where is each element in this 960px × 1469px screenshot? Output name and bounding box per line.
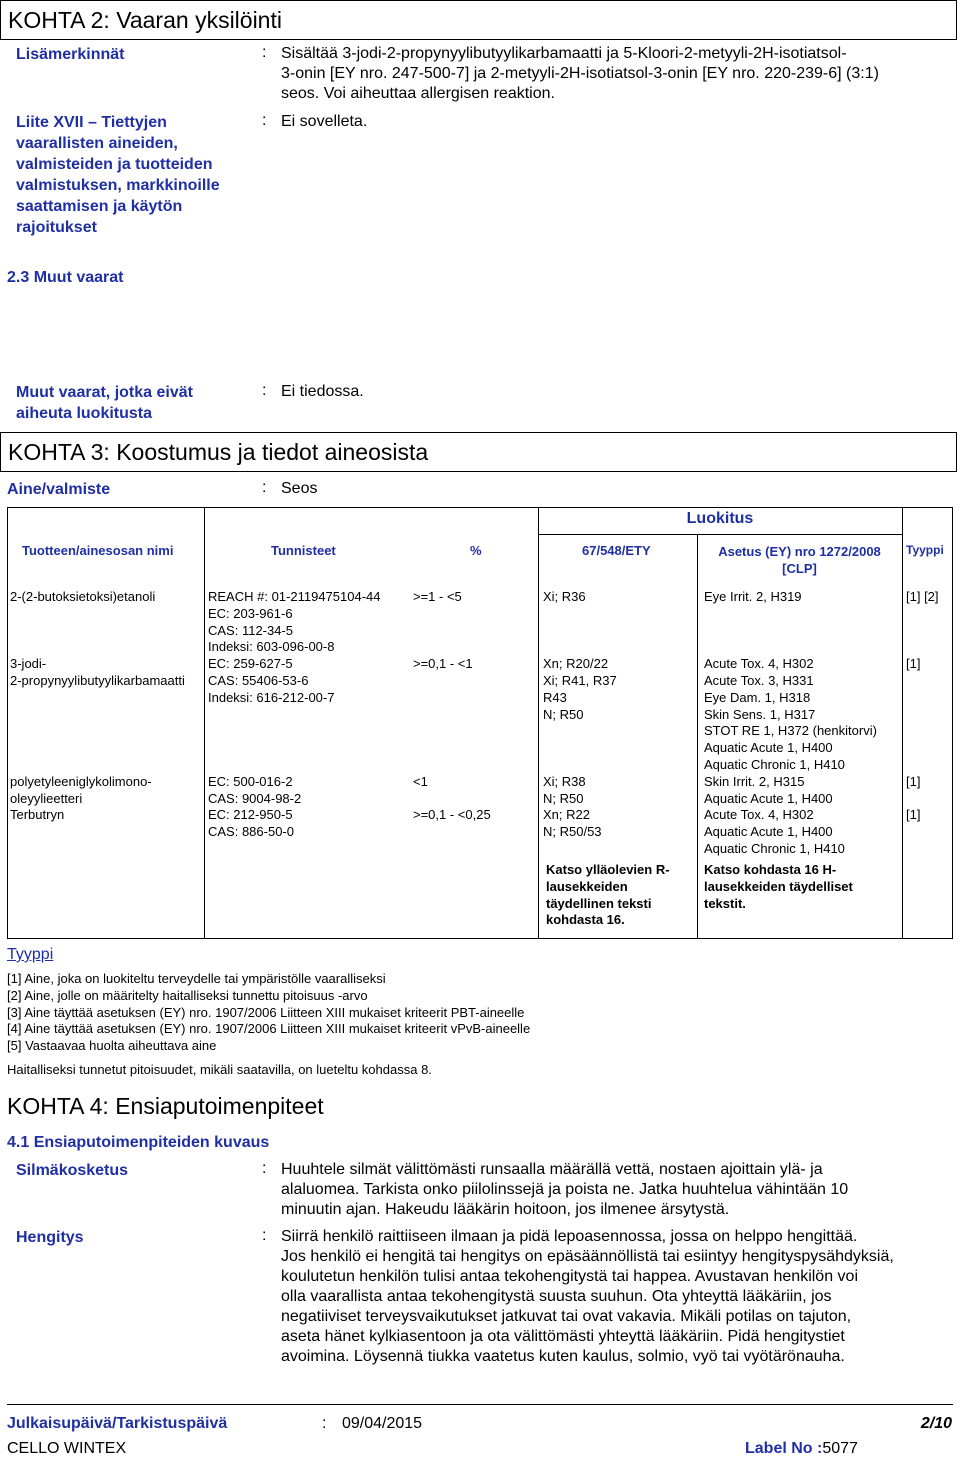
- text-line: seos. Voi aiheuttaa allergisen reaktion.: [281, 85, 555, 102]
- col-clp: [704, 589, 877, 858]
- table-cell-name: [10, 690, 185, 707]
- table-cell-type: [1]: [906, 773, 921, 789]
- table-border-bottom: [7, 938, 953, 939]
- note-line: Katso kohdasta 16 H-: [704, 862, 837, 877]
- table-cell-type: [1]: [906, 656, 921, 672]
- text-line: Jos henkilö ei hengitä tai hengitys on epäsäännöllistä tai esiintyy hengityspysähdyksiä,: [281, 1248, 894, 1265]
- note-line: [4] Aine täyttää asetuksen (EY) nro. 1907/2006 Liitteen XIII mukaiset kriteerit vPvB-aineelle: [7, 1021, 531, 1037]
- table-cell-name: 2-propynyylibutyylikarbamaatti: [10, 672, 185, 688]
- col-divider: [538, 507, 539, 939]
- note-line: lausekkeiden: [546, 878, 628, 894]
- colon: :: [262, 112, 267, 129]
- table-cell-percent: [413, 673, 491, 690]
- table-cell-identifier: Indeksi: 616-212-00-7: [208, 689, 335, 705]
- note-line: [5] Vastaavaa huolta aiheuttava aine: [7, 1038, 217, 1054]
- table-cell-type: [906, 791, 939, 808]
- header-67-548-ety: 67/548/ETY: [582, 543, 651, 558]
- table-cell-dsd: N; R50/53: [543, 824, 602, 840]
- table-cell-clp: Acute Tox. 3, H331: [704, 672, 814, 688]
- table-cell-identifier: CAS: 9004-98-2: [208, 790, 302, 806]
- col-divider: [697, 534, 698, 939]
- colon: :: [262, 382, 267, 399]
- table-cell-dsd: [543, 606, 617, 623]
- table-cell-clp: Acute Tox. 4, H302: [704, 656, 814, 672]
- table-cell-name: [10, 740, 185, 757]
- luokitus-header: Luokitus: [686, 510, 754, 527]
- table-cell-identifier: CAS: 886-50-0: [208, 824, 294, 840]
- table-border-left: [7, 507, 8, 939]
- aine-valmiste-value: Seos: [281, 480, 318, 497]
- silmakosketus-label: Silmäkosketus: [16, 1162, 129, 1179]
- table-cell-clp: Eye Dam. 1, H318: [704, 689, 811, 705]
- section-3-title: KOHTA 3: Koostumus ja tiedot aineosista: [8, 439, 429, 465]
- liite-xvii-label: [16, 112, 220, 238]
- colon: :: [262, 1160, 267, 1177]
- table-cell-identifier: [208, 740, 381, 757]
- note-line: tekstit.: [704, 895, 746, 911]
- table-cell-dsd: Xi; R38: [543, 773, 586, 789]
- subsection-2-3: 2.3 Muut vaarat: [7, 269, 124, 286]
- label-line: valmistuksen, markkinoille: [16, 177, 220, 194]
- label-line: valmisteiden ja tuotteiden: [16, 156, 213, 173]
- table-cell-name: [10, 623, 185, 640]
- table-cell-name: 3-jodi-: [10, 656, 47, 672]
- lisamerkinnat-label: Lisämerkinnät: [16, 46, 125, 63]
- label-no-prefix: Label No :: [745, 1440, 823, 1457]
- table-cell-type: [906, 723, 939, 740]
- table-cell-type: [906, 690, 939, 707]
- hengitys-label: Hengitys: [16, 1229, 84, 1246]
- table-cell-dsd: R43: [543, 689, 567, 705]
- table-cell-clp: Aquatic Acute 1, H400: [704, 740, 833, 756]
- header-clp: [697, 543, 902, 577]
- subsection-4-1: 4.1 Ensiaputoimenpiteiden kuvaus: [7, 1134, 270, 1151]
- luokitus-divider: [538, 534, 902, 535]
- table-cell-clp: Aquatic Chronic 1, H410: [704, 756, 845, 772]
- note-line: lausekkeiden täydelliset: [704, 878, 853, 894]
- text-line: aseta hänet kylkiasentoon ja ota välittömästi yhteyttä lääkäriin. Pidä hengitystiet: [281, 1328, 845, 1345]
- table-cell-type: [906, 623, 939, 640]
- label-line: rajoitukset: [16, 219, 97, 236]
- note-line: Katso ylläolevien R-: [546, 862, 670, 877]
- table-cell-dsd: Xi; R41, R37: [543, 672, 617, 688]
- table-cell-dsd: [543, 757, 617, 774]
- table-cell-percent: [413, 707, 491, 724]
- table-cell-name: 2-(2-butoksietoksi)etanoli: [10, 589, 156, 604]
- table-cell-name: [10, 707, 185, 724]
- table-cell-clp: Acute Tox. 4, H302: [704, 807, 814, 823]
- table-cell-name: [10, 639, 185, 656]
- table-cell-clp: Skin Sens. 1, H317: [704, 706, 816, 722]
- table-cell-identifier: Indeksi: 603-096-00-8: [208, 639, 335, 655]
- label-line: Liite XVII – Tiettyjen: [16, 114, 167, 131]
- note-line: kohdasta 16.: [546, 912, 625, 928]
- table-cell-dsd: Xn; R22: [543, 807, 590, 823]
- dsd-footnote: [546, 862, 670, 929]
- hengitys-text: [281, 1227, 894, 1367]
- table-cell-identifier: EC: 259-627-5: [208, 656, 293, 672]
- table-cell-name: oleyylieetteri: [10, 790, 83, 806]
- table-cell-name: [10, 606, 185, 623]
- muut-vaarat-label: [16, 382, 193, 424]
- table-cell-dsd: N; R50: [543, 706, 584, 722]
- label-line: aiheuta luokitusta: [16, 405, 153, 422]
- table-cell-identifier: [208, 757, 381, 774]
- table-cell-percent: [413, 757, 491, 774]
- col-names: [10, 589, 185, 824]
- table-cell-percent: [413, 723, 491, 740]
- col-percent: [413, 589, 491, 824]
- table-cell-type: [906, 757, 939, 774]
- table-cell-dsd: Xi; R36: [543, 589, 586, 604]
- table-cell-identifier: EC: 500-016-2: [208, 773, 293, 789]
- text-line: negatiiviset terveysvaikutukset jatkuvat tai ovat vakavia. Mikäli potilas on tajuton,: [281, 1308, 852, 1325]
- table-border-top: [7, 507, 953, 508]
- lisamerkinnat-text: [281, 44, 879, 104]
- table-cell-percent: [413, 740, 491, 757]
- table-cell-identifier: [208, 707, 381, 724]
- haitalliseksi-note: Haitalliseksi tunnetut pitoisuudet, mikäli saatavilla, on lueteltu kohdassa 8.: [7, 1062, 432, 1077]
- table-cell-percent: [413, 791, 491, 808]
- col-type: [906, 589, 939, 824]
- table-cell-dsd: [543, 623, 617, 640]
- text-line: Siirrä henkilö raittiiseen ilmaan ja pidä lepoasennossa, jossa on helppo hengittää.: [281, 1228, 858, 1245]
- table-cell-identifier: [208, 723, 381, 740]
- section-2-header: [0, 0, 957, 40]
- colon: :: [262, 1227, 267, 1244]
- table-cell-percent: [413, 623, 491, 640]
- footer-product: CELLO WINTEX: [7, 1440, 127, 1457]
- table-cell-clp: [704, 623, 877, 640]
- table-cell-percent: >=0,1 - <0,25: [413, 807, 491, 823]
- label-line: saattamisen ja käytön: [16, 198, 183, 215]
- tyyppi-notes: [7, 971, 530, 1055]
- text-line: minuutin ajan. Hakeudu lääkärin hoitoon, jos ilmenee ärsytystä.: [281, 1201, 730, 1218]
- header-name: Tuotteen/ainesosan nimi: [22, 543, 174, 558]
- text-line: olla vaarallista antaa tekohengitystä suusta suuhun. Ota yhteyttä lääkäriin, jos: [281, 1288, 832, 1305]
- header-identifiers: Tunnisteet: [271, 543, 336, 558]
- footer-date-value: 09/04/2015: [342, 1415, 423, 1432]
- muut-vaarat-value: Ei tiedossa.: [281, 383, 364, 400]
- table-cell-type: [906, 740, 939, 757]
- footer-page: 2/10: [920, 1415, 952, 1432]
- col-divider: [902, 507, 903, 939]
- table-cell-clp: [704, 639, 877, 656]
- section-4-title: KOHTA 4: Ensiaputoimenpiteet: [7, 1093, 324, 1119]
- table-cell-clp: [704, 606, 877, 623]
- table-cell-type: [1]: [906, 807, 921, 823]
- table-cell-percent: >=0,1 - <1: [413, 656, 473, 672]
- table-cell-identifier: CAS: 55406-53-6: [208, 672, 309, 688]
- clp-footnote: [704, 862, 853, 912]
- table-cell-name: [10, 723, 185, 740]
- table-cell-type: [906, 673, 939, 690]
- text-line: avoimina. Löysennä tiukka vaatetus kuten kaulus, solmio, vyö tai vyötärönauha.: [281, 1348, 845, 1365]
- header-line: [CLP]: [782, 561, 817, 576]
- table-cell-dsd: Xn; R20/22: [543, 656, 609, 672]
- table-cell-identifier: CAS: 112-34-5: [208, 622, 294, 638]
- table-cell-type: [906, 639, 939, 656]
- section-2-title: KOHTA 2: Vaaran yksilöinti: [8, 7, 282, 33]
- header-line: Asetus (EY) nro 1272/2008: [718, 544, 881, 559]
- table-cell-type: [906, 606, 939, 623]
- note-line: [1] Aine, joka on luokiteltu terveydelle tai ympäristölle vaaralliseksi: [7, 971, 386, 986]
- liite-xvii-value: Ei sovelleta.: [281, 113, 368, 130]
- table-cell-clp: Skin Irrit. 2, H315: [704, 773, 805, 789]
- col-identifiers: [208, 589, 381, 841]
- note-line: [2] Aine, jolle on määritelty haitalliseksi tunnettu pitoisuus -arvo: [7, 987, 368, 1003]
- label-line: vaarallisten aineiden,: [16, 135, 178, 152]
- table-cell-percent: >=1 - <5: [413, 589, 462, 604]
- table-cell-dsd: [543, 639, 617, 656]
- text-line: Sisältää 3-jodi-2-propynyylibutyylikarbamaatti ja 5-Kloori-2-metyyli-2H-isotiatsol-: [281, 45, 847, 62]
- footer-date-label: Julkaisupäivä/Tarkistuspäivä: [7, 1415, 228, 1432]
- table-cell-name: polyetyleeniglykolimono-: [10, 773, 152, 789]
- table-cell-dsd: N; R50: [543, 790, 584, 806]
- table-cell-identifier: REACH #: 01-2119475104-44: [208, 589, 381, 604]
- col-67-548-ety: [543, 589, 617, 841]
- table-cell-clp: Aquatic Chronic 1, H410: [704, 840, 845, 856]
- table-cell-dsd: [543, 723, 617, 740]
- table-cell-type: [906, 707, 939, 724]
- header-type: Tyyppi: [906, 543, 944, 557]
- text-line: alaluomea. Tarkista onko piilolinssejä ja poista ne. Jatka huuhtelua vähintään 10: [281, 1181, 849, 1198]
- table-cell-percent: [413, 606, 491, 623]
- table-cell-identifier: EC: 212-950-5: [208, 807, 293, 823]
- table-cell-percent: [413, 690, 491, 707]
- table-cell-clp: Eye Irrit. 2, H319: [704, 589, 802, 604]
- section-3-header: [0, 432, 957, 472]
- aine-valmiste-label: Aine/valmiste: [7, 481, 111, 498]
- table-cell-identifier: EC: 203-961-6: [208, 605, 293, 621]
- table-cell-name: Terbutryn: [10, 807, 65, 823]
- table-cell-clp: Aquatic Acute 1, H400: [704, 790, 833, 806]
- text-line: Huuhtele silmät välittömästi runsaalla määrällä vettä, nostaen ajoittain ylä- ja: [281, 1161, 823, 1178]
- table-border-right: [952, 507, 953, 939]
- tyyppi-title: Tyyppi: [7, 946, 54, 963]
- colon: :: [322, 1415, 327, 1432]
- table-cell-dsd: [543, 740, 617, 757]
- footer-rule: [7, 1404, 953, 1405]
- text-line: 3-onin [EY nro. 247-500-7] ja 2-metyyli-2H-isotiatsol-3-onin [EY nro. 220-239-6] (3:1): [281, 65, 879, 82]
- colon: :: [262, 44, 267, 61]
- table-cell-clp: Aquatic Acute 1, H400: [704, 824, 833, 840]
- text-line: koulutetun henkilön tulisi antaa tekohengitystä tai happea. Avustavan henkilön voi: [281, 1268, 858, 1285]
- table-cell-clp: STOT RE 1, H372 (henkitorvi): [704, 723, 877, 739]
- header-percent: %: [470, 543, 482, 558]
- table-cell-type: [1] [2]: [906, 589, 939, 604]
- table-cell-name: [10, 757, 185, 774]
- label-line: Muut vaarat, jotka eivät: [16, 384, 193, 401]
- table-cell-percent: <1: [413, 773, 428, 789]
- colon: :: [262, 479, 267, 496]
- footer-label-no: [745, 1440, 858, 1458]
- label-no-value: 5077: [822, 1440, 858, 1457]
- silmakosketus-text: [281, 1160, 848, 1220]
- col-divider: [204, 507, 205, 939]
- table-cell-percent: [413, 639, 491, 656]
- note-line: täydellinen teksti: [546, 895, 652, 911]
- note-line: [3] Aine täyttää asetuksen (EY) nro. 1907/2006 Liitteen XIII mukaiset kriteerit PBT-aineelle: [7, 1004, 525, 1020]
